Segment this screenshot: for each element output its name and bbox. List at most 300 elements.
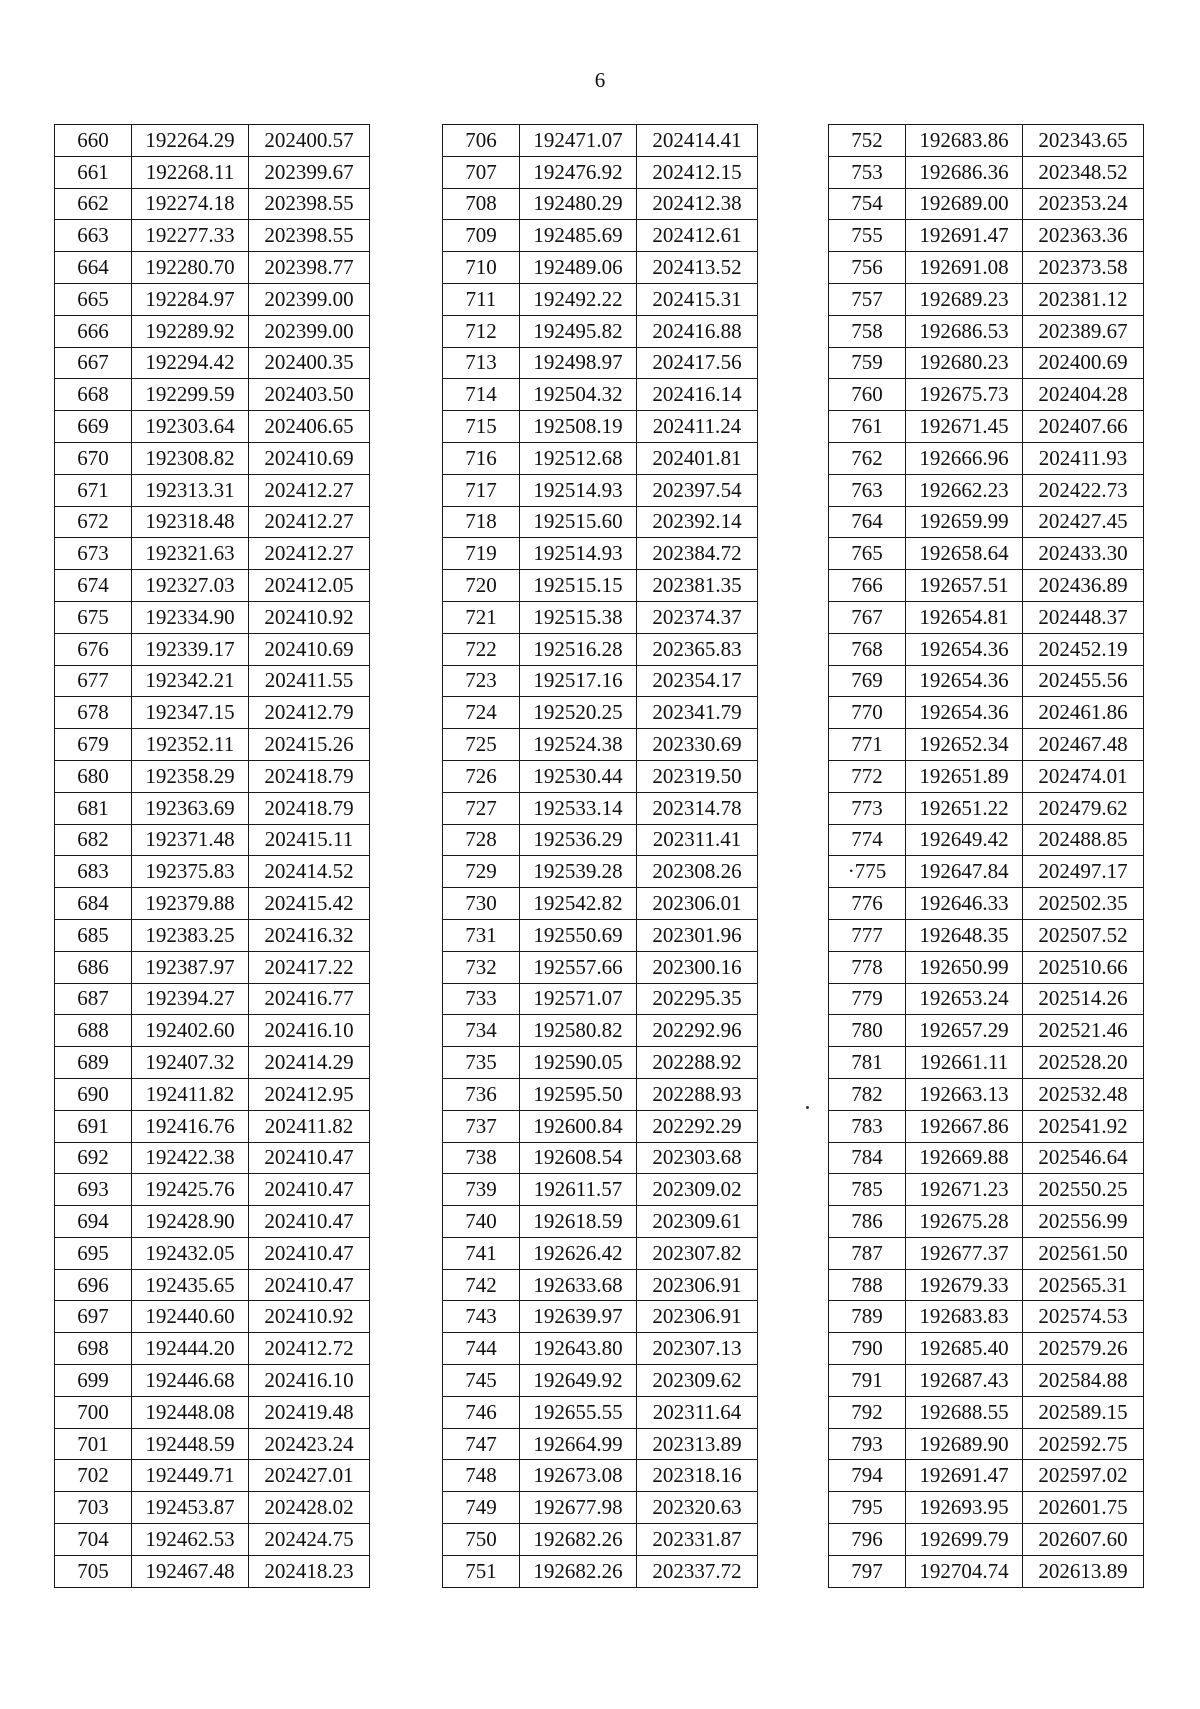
y-coordinate-cell: 202295.35 (637, 983, 758, 1015)
y-coordinate-cell: 202400.57 (249, 125, 370, 157)
point-id-cell: 782 (829, 1078, 906, 1110)
point-id-cell: 754 (829, 188, 906, 220)
point-id-cell: 703 (55, 1492, 132, 1524)
y-coordinate-cell: 202418.79 (249, 792, 370, 824)
table-row (55, 729, 370, 761)
x-coordinate-cell: 192428.90 (132, 1206, 249, 1238)
y-coordinate-cell: 202410.92 (249, 1301, 370, 1333)
y-coordinate-cell: 202414.52 (249, 856, 370, 888)
x-coordinate-cell: 192402.60 (132, 1015, 249, 1047)
table-row (55, 1396, 370, 1428)
table-row (829, 1460, 1144, 1492)
point-id-cell: 700 (55, 1396, 132, 1428)
table-row (829, 951, 1144, 983)
point-id-cell: 688 (55, 1015, 132, 1047)
page-number: 6 (594, 68, 606, 92)
x-coordinate-cell: 192440.60 (132, 1301, 249, 1333)
table-row (55, 125, 370, 157)
table-row (55, 1237, 370, 1269)
point-id-cell: 792 (829, 1396, 906, 1428)
x-coordinate-cell: 192462.53 (132, 1524, 249, 1556)
point-id-cell: 732 (443, 951, 520, 983)
x-coordinate-cell: 192654.81 (906, 601, 1023, 633)
point-id-cell: 757 (829, 283, 906, 315)
point-id-cell: 690 (55, 1078, 132, 1110)
table-row (829, 506, 1144, 538)
point-id-cell: 718 (443, 506, 520, 538)
point-id-cell: 674 (55, 570, 132, 602)
y-coordinate-cell: 202318.16 (637, 1460, 758, 1492)
y-coordinate-cell: 202414.41 (637, 125, 758, 157)
point-id-cell: 796 (829, 1524, 906, 1556)
table-row (55, 1301, 370, 1333)
point-id-cell: 660 (55, 125, 132, 157)
y-coordinate-cell: 202412.27 (249, 474, 370, 506)
x-coordinate-cell: 192339.17 (132, 633, 249, 665)
point-id-cell: 662 (55, 188, 132, 220)
point-id-cell: 774 (829, 824, 906, 856)
y-coordinate-cell: 202417.22 (249, 951, 370, 983)
point-id-cell: 725 (443, 729, 520, 761)
table-row (55, 1460, 370, 1492)
x-coordinate-cell: 192489.06 (520, 252, 637, 284)
point-id-cell: 727 (443, 792, 520, 824)
x-coordinate-cell: 192363.69 (132, 792, 249, 824)
y-coordinate-cell: 202410.47 (249, 1237, 370, 1269)
y-coordinate-cell: 202433.30 (1023, 538, 1144, 570)
table-row (443, 506, 758, 538)
y-coordinate-cell: 202424.75 (249, 1524, 370, 1556)
point-id-cell: 766 (829, 570, 906, 602)
table-row (829, 760, 1144, 792)
point-id-cell: 717 (443, 474, 520, 506)
y-coordinate-cell: 202414.29 (249, 1047, 370, 1079)
x-coordinate-cell: 192294.42 (132, 347, 249, 379)
x-coordinate-cell: 192476.92 (520, 156, 637, 188)
x-coordinate-cell: 192608.54 (520, 1142, 637, 1174)
y-coordinate-cell: 202415.42 (249, 888, 370, 920)
x-coordinate-cell: 192313.31 (132, 474, 249, 506)
y-coordinate-cell: 202398.77 (249, 252, 370, 284)
x-coordinate-cell: 192686.36 (906, 156, 1023, 188)
x-coordinate-cell: 192669.88 (906, 1142, 1023, 1174)
point-id-cell: 733 (443, 983, 520, 1015)
y-coordinate-cell: 202467.48 (1023, 729, 1144, 761)
x-coordinate-cell: 192689.90 (906, 1428, 1023, 1460)
point-id-cell: 758 (829, 315, 906, 347)
x-coordinate-cell: 192318.48 (132, 506, 249, 538)
table-row (55, 1047, 370, 1079)
x-coordinate-cell: 192514.93 (520, 474, 637, 506)
x-coordinate-cell: 192371.48 (132, 824, 249, 856)
point-id-cell: 731 (443, 919, 520, 951)
x-coordinate-cell: 192425.76 (132, 1174, 249, 1206)
x-coordinate-cell: 192515.38 (520, 601, 637, 633)
point-id-cell: 791 (829, 1365, 906, 1397)
table-row (443, 601, 758, 633)
x-coordinate-cell: 192691.47 (906, 220, 1023, 252)
table-row (829, 538, 1144, 570)
table-row (443, 1396, 758, 1428)
x-coordinate-cell: 192654.36 (906, 633, 1023, 665)
y-coordinate-cell: 202337.72 (637, 1555, 758, 1587)
x-coordinate-cell: 192542.82 (520, 888, 637, 920)
y-coordinate-cell: 202574.53 (1023, 1301, 1144, 1333)
y-coordinate-cell: 202607.60 (1023, 1524, 1144, 1556)
point-id-cell: 737 (443, 1110, 520, 1142)
point-id-cell: 789 (829, 1301, 906, 1333)
x-coordinate-cell: 192375.83 (132, 856, 249, 888)
point-id-cell: 673 (55, 538, 132, 570)
table-row (443, 347, 758, 379)
y-coordinate-cell: 202419.48 (249, 1396, 370, 1428)
x-coordinate-cell: 192284.97 (132, 283, 249, 315)
table-row (443, 824, 758, 856)
point-id-cell: 742 (443, 1269, 520, 1301)
y-coordinate-cell: 202306.91 (637, 1301, 758, 1333)
x-coordinate-cell: 192557.66 (520, 951, 637, 983)
point-id-cell: 721 (443, 601, 520, 633)
point-id-cell: 708 (443, 188, 520, 220)
x-coordinate-cell: 192514.93 (520, 538, 637, 570)
point-id-cell: 663 (55, 220, 132, 252)
table-row (443, 538, 758, 570)
y-coordinate-cell: 202416.10 (249, 1365, 370, 1397)
x-coordinate-cell: 192683.86 (906, 125, 1023, 157)
x-coordinate-cell: 192550.69 (520, 919, 637, 951)
x-coordinate-cell: 192327.03 (132, 570, 249, 602)
point-id-cell: 680 (55, 760, 132, 792)
point-id-cell: 793 (829, 1428, 906, 1460)
coordinate-table-3 (828, 124, 1144, 1588)
y-coordinate-cell: 202497.17 (1023, 856, 1144, 888)
point-id-cell: 752 (829, 125, 906, 157)
y-coordinate-cell: 202400.69 (1023, 347, 1144, 379)
point-id-cell: 743 (443, 1301, 520, 1333)
x-coordinate-cell: 192667.86 (906, 1110, 1023, 1142)
y-coordinate-cell: 202427.01 (249, 1460, 370, 1492)
point-id-cell: 788 (829, 1269, 906, 1301)
y-coordinate-cell: 202365.83 (637, 633, 758, 665)
table-row (443, 1524, 758, 1556)
point-id-cell: 706 (443, 125, 520, 157)
y-coordinate-cell: 202412.38 (637, 188, 758, 220)
point-id-cell: 702 (55, 1460, 132, 1492)
x-coordinate-cell: 192675.28 (906, 1206, 1023, 1238)
point-id-cell: 759 (829, 347, 906, 379)
point-id-cell: 695 (55, 1237, 132, 1269)
table-row (829, 792, 1144, 824)
y-coordinate-cell: 202532.48 (1023, 1078, 1144, 1110)
x-coordinate-cell: 192515.60 (520, 506, 637, 538)
y-coordinate-cell: 202411.93 (1023, 442, 1144, 474)
x-coordinate-cell: 192600.84 (520, 1110, 637, 1142)
x-coordinate-cell: 192280.70 (132, 252, 249, 284)
table-row (829, 1015, 1144, 1047)
point-id-cell: 724 (443, 697, 520, 729)
point-id-cell: 691 (55, 1110, 132, 1142)
table-row (55, 315, 370, 347)
y-coordinate-cell: 202412.95 (249, 1078, 370, 1110)
point-id-cell: 753 (829, 156, 906, 188)
table-row (443, 1237, 758, 1269)
point-id-cell: 776 (829, 888, 906, 920)
table-row (829, 1237, 1144, 1269)
table-row (443, 220, 758, 252)
y-coordinate-cell: 202412.79 (249, 697, 370, 729)
point-id-cell: 784 (829, 1142, 906, 1174)
y-coordinate-cell: 202417.56 (637, 347, 758, 379)
x-coordinate-cell: 192671.45 (906, 411, 1023, 443)
point-id-cell: 734 (443, 1015, 520, 1047)
point-id-cell: 704 (55, 1524, 132, 1556)
y-coordinate-cell: 202412.05 (249, 570, 370, 602)
point-id-cell: 763 (829, 474, 906, 506)
table-row (443, 1142, 758, 1174)
table-row (55, 506, 370, 538)
table-row (55, 1365, 370, 1397)
x-coordinate-cell: 192657.51 (906, 570, 1023, 602)
y-coordinate-cell: 202343.65 (1023, 125, 1144, 157)
x-coordinate-cell: 192646.33 (906, 888, 1023, 920)
table-row (829, 1269, 1144, 1301)
y-coordinate-cell: 202412.27 (249, 538, 370, 570)
table-row (829, 379, 1144, 411)
table-row (55, 1555, 370, 1587)
point-id-cell: 736 (443, 1078, 520, 1110)
table-row (443, 951, 758, 983)
x-coordinate-cell: 192516.28 (520, 633, 637, 665)
x-coordinate-cell: 192504.32 (520, 379, 637, 411)
y-coordinate-cell: 202474.01 (1023, 760, 1144, 792)
point-id-cell: 780 (829, 1015, 906, 1047)
table-row (443, 697, 758, 729)
table-row (443, 315, 758, 347)
y-coordinate-cell: 202306.91 (637, 1269, 758, 1301)
y-coordinate-cell: 202589.15 (1023, 1396, 1144, 1428)
y-coordinate-cell: 202479.62 (1023, 792, 1144, 824)
point-id-cell: 692 (55, 1142, 132, 1174)
y-coordinate-cell: 202309.62 (637, 1365, 758, 1397)
x-coordinate-cell: 192358.29 (132, 760, 249, 792)
point-id-cell: 728 (443, 824, 520, 856)
y-coordinate-cell: 202412.72 (249, 1333, 370, 1365)
x-coordinate-cell: 192533.14 (520, 792, 637, 824)
point-id-cell: 750 (443, 1524, 520, 1556)
point-id-cell: 777 (829, 919, 906, 951)
point-id-cell: 785 (829, 1174, 906, 1206)
y-coordinate-cell: 202422.73 (1023, 474, 1144, 506)
point-id-cell: 760 (829, 379, 906, 411)
point-id-cell: 747 (443, 1428, 520, 1460)
x-coordinate-cell: 192647.84 (906, 856, 1023, 888)
point-id-cell: 668 (55, 379, 132, 411)
table-row (55, 379, 370, 411)
table-row (55, 919, 370, 951)
x-coordinate-cell: 192379.88 (132, 888, 249, 920)
table-row (829, 1078, 1144, 1110)
table-row (829, 570, 1144, 602)
x-coordinate-cell: 192508.19 (520, 411, 637, 443)
point-id-cell: 694 (55, 1206, 132, 1238)
table-row (443, 1555, 758, 1587)
x-coordinate-cell: 192626.42 (520, 1237, 637, 1269)
table-row (55, 1524, 370, 1556)
table-row (829, 856, 1144, 888)
x-coordinate-cell: 192654.36 (906, 697, 1023, 729)
table-row (443, 474, 758, 506)
y-coordinate-cell: 202320.63 (637, 1492, 758, 1524)
y-coordinate-cell: 202410.47 (249, 1142, 370, 1174)
table-row (55, 792, 370, 824)
x-coordinate-cell: 192664.99 (520, 1428, 637, 1460)
table-row (55, 156, 370, 188)
x-coordinate-cell: 192334.90 (132, 601, 249, 633)
point-id-cell: 739 (443, 1174, 520, 1206)
y-coordinate-cell: 202311.64 (637, 1396, 758, 1428)
x-coordinate-cell: 192342.21 (132, 665, 249, 697)
y-coordinate-cell: 202306.01 (637, 888, 758, 920)
point-id-cell: 685 (55, 919, 132, 951)
y-coordinate-cell: 202397.54 (637, 474, 758, 506)
y-coordinate-cell: 202436.89 (1023, 570, 1144, 602)
point-id-cell: 749 (443, 1492, 520, 1524)
y-coordinate-cell: 202413.52 (637, 252, 758, 284)
x-coordinate-cell: 192517.16 (520, 665, 637, 697)
x-coordinate-cell: 192689.00 (906, 188, 1023, 220)
point-id-cell: 772 (829, 760, 906, 792)
x-coordinate-cell: 192498.97 (520, 347, 637, 379)
table-row (443, 665, 758, 697)
table-row (443, 1365, 758, 1397)
point-id-cell: 746 (443, 1396, 520, 1428)
y-coordinate-cell: 202423.24 (249, 1428, 370, 1460)
table-row (829, 1047, 1144, 1079)
point-id-cell: 710 (443, 252, 520, 284)
x-coordinate-cell: 192688.55 (906, 1396, 1023, 1428)
y-coordinate-cell: 202415.11 (249, 824, 370, 856)
point-id-cell: 712 (443, 315, 520, 347)
x-coordinate-cell: 192699.79 (906, 1524, 1023, 1556)
y-coordinate-cell: 202584.88 (1023, 1365, 1144, 1397)
y-coordinate-cell: 202410.69 (249, 633, 370, 665)
x-coordinate-cell: 192485.69 (520, 220, 637, 252)
point-id-cell: 723 (443, 665, 520, 697)
point-id-cell: 779 (829, 983, 906, 1015)
x-coordinate-cell: 192299.59 (132, 379, 249, 411)
y-coordinate-cell: 202528.20 (1023, 1047, 1144, 1079)
y-coordinate-cell: 202401.81 (637, 442, 758, 474)
y-coordinate-cell: 202348.52 (1023, 156, 1144, 188)
x-coordinate-cell: 192662.23 (906, 474, 1023, 506)
y-coordinate-cell: 202303.68 (637, 1142, 758, 1174)
x-coordinate-cell: 192671.23 (906, 1174, 1023, 1206)
table-row (55, 697, 370, 729)
table-row (55, 1492, 370, 1524)
x-coordinate-cell: 192680.23 (906, 347, 1023, 379)
table-row (829, 1396, 1144, 1428)
table-row (829, 442, 1144, 474)
table-row (55, 824, 370, 856)
y-coordinate-cell: 202363.36 (1023, 220, 1144, 252)
table-row (829, 633, 1144, 665)
y-coordinate-cell: 202399.67 (249, 156, 370, 188)
y-coordinate-cell: 202389.67 (1023, 315, 1144, 347)
point-id-cell: 738 (443, 1142, 520, 1174)
y-coordinate-cell: 202309.02 (637, 1174, 758, 1206)
y-coordinate-cell: 202601.75 (1023, 1492, 1144, 1524)
x-coordinate-cell: 192435.65 (132, 1269, 249, 1301)
table-row (829, 1110, 1144, 1142)
table-row (55, 983, 370, 1015)
y-coordinate-cell: 202428.02 (249, 1492, 370, 1524)
y-coordinate-cell: 202507.52 (1023, 919, 1144, 951)
y-coordinate-cell: 202341.79 (637, 697, 758, 729)
point-id-cell: 664 (55, 252, 132, 284)
x-coordinate-cell: 192416.76 (132, 1110, 249, 1142)
point-id-cell: 768 (829, 633, 906, 665)
x-coordinate-cell: 192648.35 (906, 919, 1023, 951)
x-coordinate-cell: 192407.32 (132, 1047, 249, 1079)
y-coordinate-cell: 202541.92 (1023, 1110, 1144, 1142)
y-coordinate-cell: 202416.88 (637, 315, 758, 347)
y-coordinate-cell: 202353.24 (1023, 188, 1144, 220)
point-id-cell: 679 (55, 729, 132, 761)
point-id-cell: 677 (55, 665, 132, 697)
x-coordinate-cell: 192448.08 (132, 1396, 249, 1428)
y-coordinate-cell: 202384.72 (637, 538, 758, 570)
table-row (443, 856, 758, 888)
x-coordinate-cell: 192387.97 (132, 951, 249, 983)
table-row (55, 283, 370, 315)
x-coordinate-cell: 192653.24 (906, 983, 1023, 1015)
x-coordinate-cell: 192651.89 (906, 760, 1023, 792)
x-coordinate-cell: 192264.29 (132, 125, 249, 157)
x-coordinate-cell: 192649.92 (520, 1365, 637, 1397)
y-coordinate-cell: 202406.65 (249, 411, 370, 443)
x-coordinate-cell: 192321.63 (132, 538, 249, 570)
table-row (829, 125, 1144, 157)
y-coordinate-cell: 202398.55 (249, 220, 370, 252)
y-coordinate-cell: 202288.93 (637, 1078, 758, 1110)
table-row (443, 633, 758, 665)
table-row (829, 1365, 1144, 1397)
x-coordinate-cell: 192675.73 (906, 379, 1023, 411)
point-id-cell: 699 (55, 1365, 132, 1397)
point-id-cell: 797 (829, 1555, 906, 1587)
point-id-cell: 716 (443, 442, 520, 474)
point-id-cell: 764 (829, 506, 906, 538)
point-id-cell: 672 (55, 506, 132, 538)
table-row (829, 1174, 1144, 1206)
y-coordinate-cell: 202418.79 (249, 760, 370, 792)
table-row (55, 1269, 370, 1301)
y-coordinate-cell: 202579.26 (1023, 1333, 1144, 1365)
y-coordinate-cell: 202427.45 (1023, 506, 1144, 538)
table-row (443, 1269, 758, 1301)
x-coordinate-cell: 192289.92 (132, 315, 249, 347)
point-id-cell: 711 (443, 283, 520, 315)
point-id-cell: 684 (55, 888, 132, 920)
y-coordinate-cell: 202455.56 (1023, 665, 1144, 697)
table-row (443, 188, 758, 220)
y-coordinate-cell: 202410.47 (249, 1174, 370, 1206)
y-coordinate-cell: 202392.14 (637, 506, 758, 538)
table-row (443, 379, 758, 411)
point-id-cell: 769 (829, 665, 906, 697)
table-row (443, 125, 758, 157)
x-coordinate-cell: 192683.83 (906, 1301, 1023, 1333)
